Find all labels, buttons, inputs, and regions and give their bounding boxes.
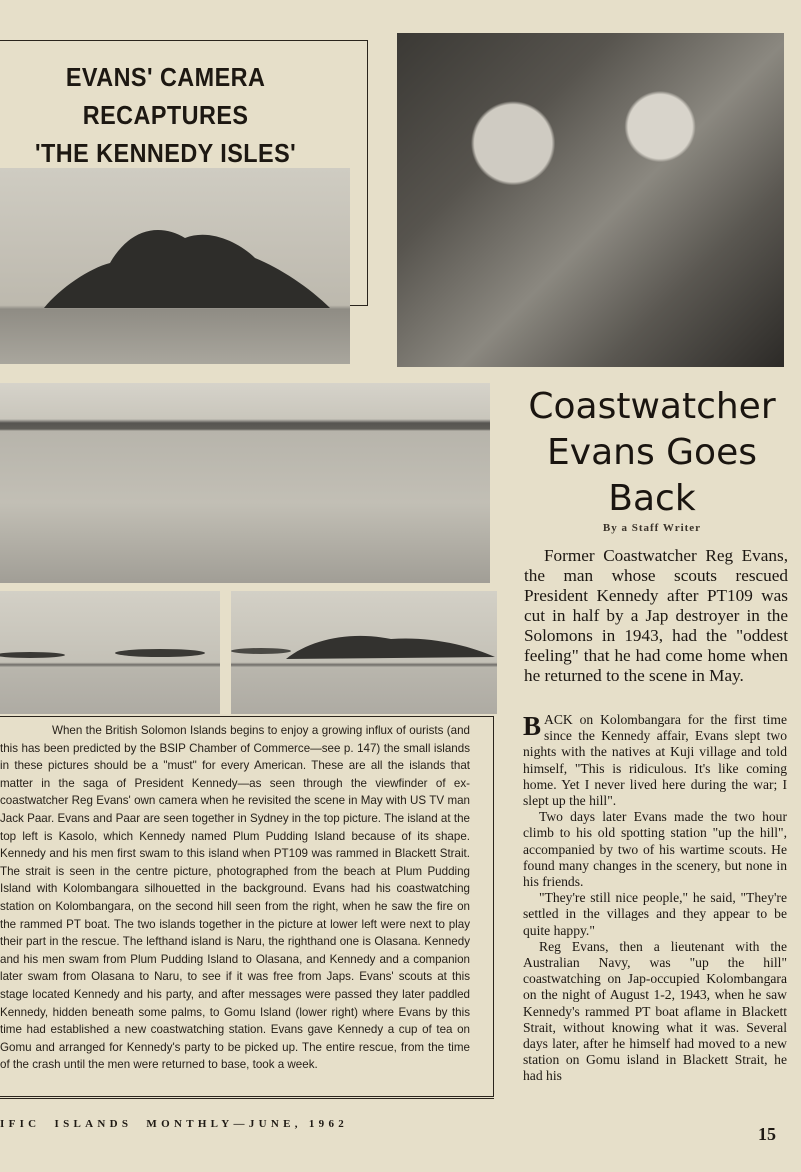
body-paragraph-1 bbox=[523, 712, 787, 809]
portrait-photo bbox=[397, 33, 784, 367]
article-body bbox=[523, 712, 787, 1085]
strait-photo bbox=[0, 383, 490, 583]
islands-silhouette bbox=[0, 591, 220, 714]
body-paragraph-2: Two days later Evans made the two hour climb to his old spotting station "up the hill", accompanied by two of his wartime scouts. He found many changes in the scenery, but none in his friends. bbox=[523, 809, 787, 890]
box-title: EVANS' CAMERA RECAPTURES 'THE KENNEDY ISLES' bbox=[35, 62, 297, 168]
gomu-silhouette bbox=[231, 591, 497, 714]
body-paragraph-1-text: ACK on Kolombangara for the first time since the Kennedy affair, Evans slept two nights with the natives at Kuji village and told himself, "This is ridiculous. It's like coming home. Yet I never lived here during the war; I slept up the hill". bbox=[523, 712, 787, 809]
body-paragraph-4: Reg Evans, then a lieutenant with the Australian Navy, was "up the hill" coastwatching on Jap-occupied Kolombangara on the night of August 1-2, 1943, when he saw Kennedy's rammed PT boat aflame in Blackett Strait, without knowing what it was. Several days later, after he himself had moved to a new station on Gomu island in Blackett Strait, he had his bbox=[523, 938, 787, 1084]
drop-cap: B bbox=[523, 711, 542, 741]
island-silhouette bbox=[0, 168, 350, 364]
naru-olasana-photo bbox=[0, 591, 220, 714]
footer-rule bbox=[0, 1098, 494, 1099]
article-title: Coastwatcher Evans Goes Back bbox=[528, 386, 776, 519]
photo-caption: When the British Solomon Islands begins to enjoy a growing influx of ourists (and this has been predicted by the BSIP Chamber of Commerce—see p. 147) the small islands in these pictures should be a "must" for every American. These are all the islands that matter in the saga of President Kennedy—as seen through the viewfinder of ex-coastwatcher Reg Evans' own camera when he revisited the scene in May with US TV man Jack Paar. Evans and Paar are seen together in Sydney in the top picture. The island at the top left is Kasolo, which Kennedy named Plum Pudding Island because of its shape. Kennedy and his men first swam to this island when PT109 was rammed in Blackett Strait. The strait is seen in the centre picture, photographed from the beach at Plum Pudding Island with Kolombangara silhouetted in the background. Evans had his coastwatching station on Kolombangara, on the second hill seen from the right, when he saw the fire on the rammed PT boat. The two islands together in the picture at lower left were next to play their part in the rescue. The lefthand island is Naru, the righthand one is Olasana. Kennedy and his men swam from Plum Pudding Island to Olasana, and Kennedy and a companion later swam from Olasana to Naru, to see if it was free from Japs. Evans' scouts at this stage located Kennedy and his party, and after messages were passed they later paddled Kennedy, hidden beneath some palms, to Gomu Island (lower right) where Evans by this time had established a new coastwatching station. Evans gave Kennedy a cup of tea on Gomu and arranged for Kennedy's party to be picked up. The entire rescue, from the time of the crash until the men were returned to base, took a week. bbox=[0, 724, 470, 1072]
island-photo-kasolo bbox=[0, 168, 350, 364]
body-paragraph-3: "They're still nice people," he said, "They're settled in the villages and they appear to be quite happy." bbox=[523, 890, 787, 938]
gomu-island-photo bbox=[231, 591, 497, 714]
byline: By a Staff Writer bbox=[602, 522, 702, 534]
article-lead: Former Coastwatcher Reg Evans, the man whose scouts rescued President Kennedy after PT109 was cut in half by a Jap destroyer in the Solomons in 1943, had the "oddest feeling" that he had come home when he returned to the scene in May. bbox=[524, 546, 788, 685]
page-number: 15 bbox=[758, 1124, 776, 1144]
footer-line: IFIC ISLANDS MONTHLY—JUNE, 1962 bbox=[0, 1118, 349, 1130]
